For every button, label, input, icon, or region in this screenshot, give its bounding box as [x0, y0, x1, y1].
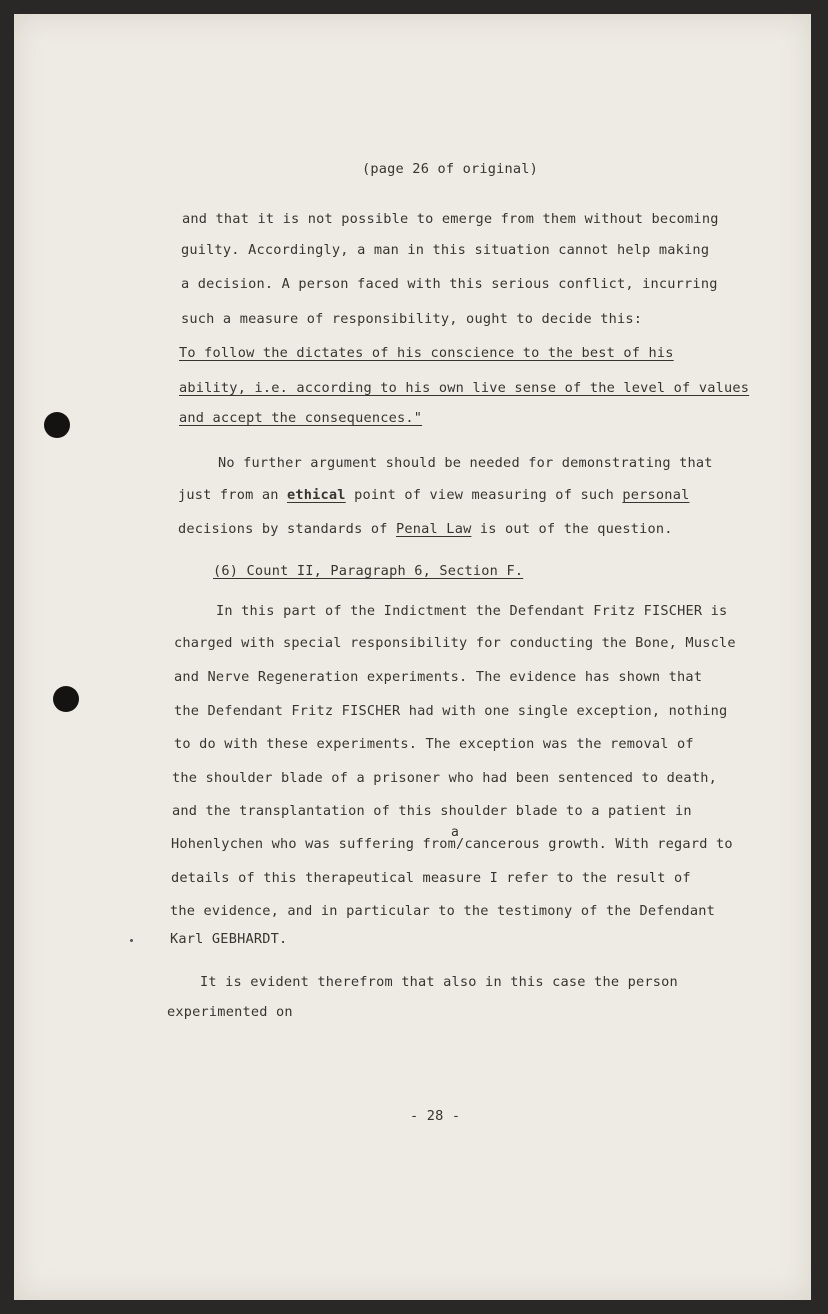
body-line: the evidence, and in particular to the testimony of the Defendant — [170, 903, 715, 919]
body-line: Karl GEBHARDT. — [170, 931, 288, 947]
body-line: guilty. Accordingly, a man in this situation cannot help making — [181, 242, 710, 258]
body-line: charged with special responsibility for conducting the Bone, Muscle — [174, 635, 736, 651]
text-run: is out of the question. — [471, 521, 673, 537]
body-line: a decision. A person faced with this serious conflict, incurring — [181, 276, 718, 292]
document-page — [14, 14, 811, 1300]
body-line: the shoulder blade of a prisoner who had been sentenced to death, — [172, 770, 717, 786]
page-number: - 28 - — [410, 1108, 461, 1124]
body-line: the Defendant Fritz FISCHER had with one single exception, nothing — [174, 703, 728, 719]
body-line: and that it is not possible to emerge from them without becoming — [182, 211, 719, 227]
body-line — [178, 521, 673, 537]
quote-line: ability, i.e. according to his own live sense of the level of values — [179, 380, 750, 396]
quote-line: To follow the dictates of his conscience to the best of his — [179, 345, 674, 361]
body-line: and Nerve Regeneration experiments. The evidence has shown that — [174, 669, 703, 685]
body-line — [178, 487, 689, 503]
ink-speck — [130, 939, 133, 942]
body-line: and the transplantation of this shoulder blade to a patient in — [172, 803, 692, 819]
underlined-word: Penal Law — [396, 521, 472, 537]
punch-hole — [44, 412, 70, 438]
body-line: Hohenlychen who was suffering from/cancerous growth. With regard to — [171, 836, 733, 852]
punch-hole — [53, 686, 79, 712]
quote-line: and accept the consequences." — [179, 410, 423, 426]
text-run: point of view measuring of such — [345, 487, 623, 503]
body-line: details of this therapeutical measure I refer to the result of — [171, 870, 691, 886]
body-line: No further argument should be needed for demonstrating that — [218, 455, 713, 471]
body-line: It is evident therefrom that also in this case the person — [200, 974, 678, 990]
underlined-word: ethical — [287, 487, 346, 503]
page-header: (page 26 of original) — [362, 161, 539, 177]
body-line: to do with these experiments. The exception was the removal of — [174, 736, 694, 752]
handwritten-insert: a — [451, 825, 459, 840]
body-line: experimented on — [167, 1004, 293, 1020]
body-line: In this part of the Indictment the Defendant Fritz FISCHER is — [216, 603, 728, 619]
underlined-word: personal — [622, 487, 690, 503]
text-run: decisions by standards of — [178, 521, 396, 537]
body-line: such a measure of responsibility, ought to decide this: — [181, 311, 643, 327]
text-run: just from an — [178, 487, 287, 503]
section-heading: (6) Count II, Paragraph 6, Section F. — [213, 563, 524, 579]
